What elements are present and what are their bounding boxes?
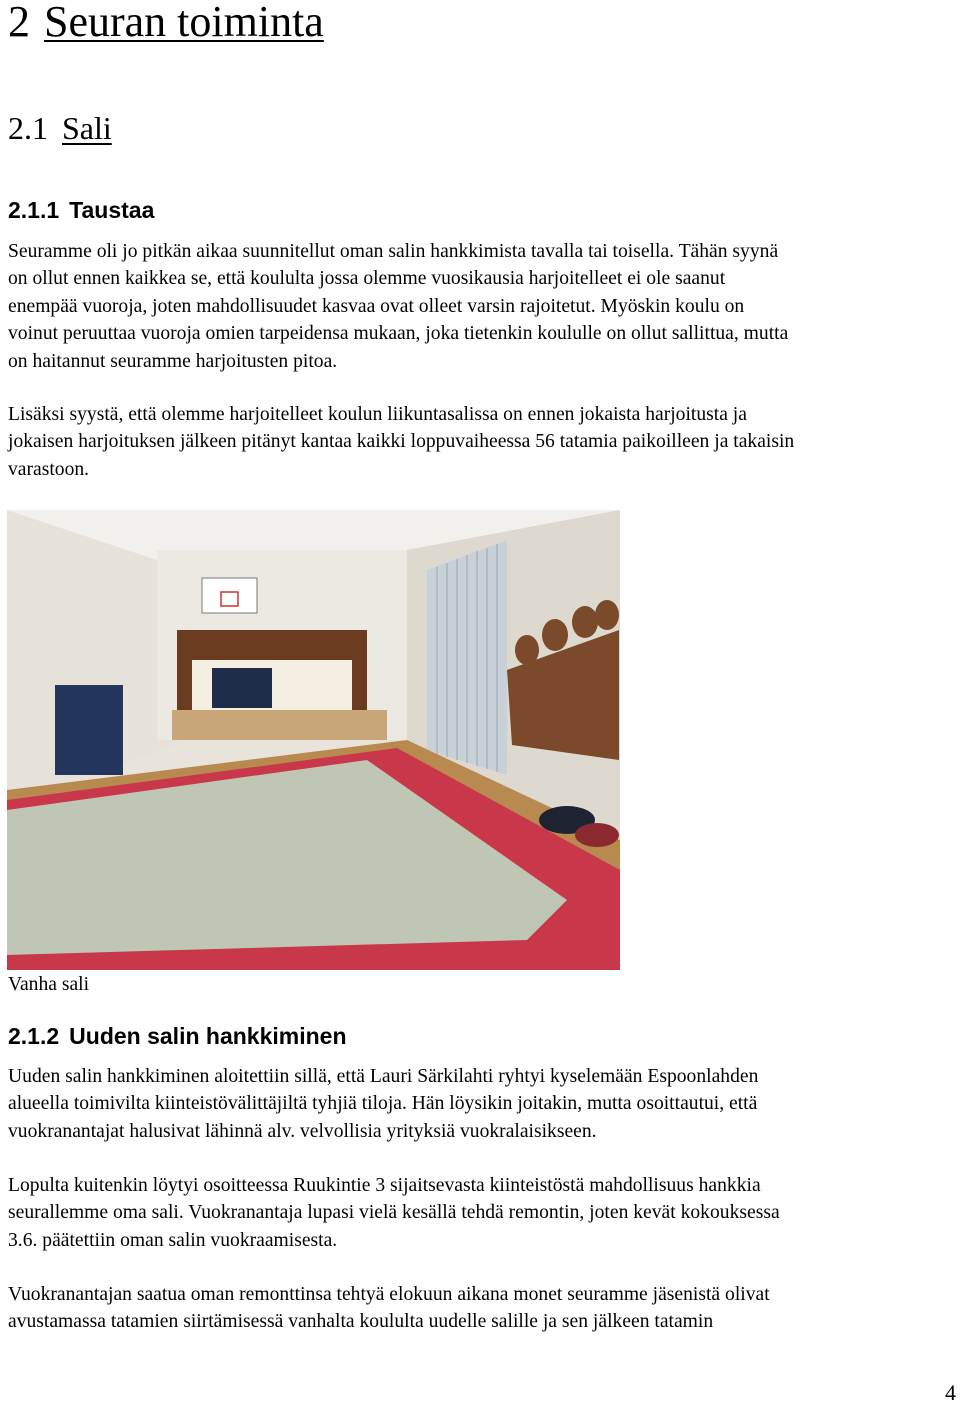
text-line: jokaisen harjoituksen jälkeen pitänyt kantaa kaikki loppuvaiheessa 56 tatamia paikoilleen ja takaisin (8, 431, 795, 453)
text-line: Vuokranantajan saatua oman remonttinsa tehtyä elokuun aikana monet seuramme jäsenistä olivat (8, 1284, 770, 1305)
text-line: Lopulta kuitenkin löytyi osoitteessa Ruukintie 3 sijaitsevasta kiinteistöstä mahdollisuus hankkia (8, 1175, 761, 1196)
text-line: enempää vuoroja, joten mahdollisuudet kasvaa ovat olleet varsin rajoitetut. Myöskin koulu on (8, 295, 745, 317)
gym-hall-illustration (7, 510, 620, 970)
subsection-heading-taustaa (8, 195, 154, 225)
paragraph (8, 1063, 960, 1145)
section-number: 2.1 (8, 110, 48, 146)
old-hall-photo (7, 510, 620, 970)
page-number: 4 (945, 1380, 956, 1405)
chapter-heading (8, 0, 324, 52)
paragraph (8, 238, 960, 375)
paragraph (8, 401, 960, 483)
subsection-heading-uuden-salin (8, 1021, 347, 1051)
text-line: Lisäksi syystä, että olemme harjoitelleet koulun liikuntasalissa on ennen jokaista harjoitusta ja (8, 404, 747, 425)
chapter-number: 2 (8, 0, 30, 46)
section-title: Sali (62, 110, 112, 146)
text-line: varastoon. (8, 458, 90, 480)
text-line: alueella toimivilta kiinteistövälittäjiltä tyhjiä tiloja. Hän löysikin joitakin, mutta osoittautui, että (8, 1093, 758, 1115)
text-line: on haitannut seuramme harjoitusten pitoa. (8, 350, 338, 372)
paragraph (8, 1172, 960, 1254)
section-heading (8, 106, 112, 150)
text-line: seurallemme oma sali. Vuokranantaja lupasi vielä kesällä tehdä remontin, joten kevät kokouksessa (8, 1202, 780, 1224)
text-line: Uuden salin hankkiminen aloitettiin sillä, että Lauri Särkilahti ryhtyi kyselemään Espoonlahden (8, 1066, 759, 1087)
subsection-number: 2.1.2 (8, 1023, 60, 1049)
subsection-number: 2.1.1 (8, 197, 60, 223)
figure-caption: Vanha sali (8, 974, 90, 995)
text-line: voinut peruuttaa vuoroja omien tarpeidensa mukaan, joka tietenkin koululle on ollut sallittua, mutta (8, 323, 789, 345)
text-line: Seuramme oli jo pitkän aikaa suunnitellut oman salin hankkimista tavalla tai toisella. Tähän syynä (8, 241, 779, 262)
subsection-title: Taustaa (69, 197, 155, 223)
text-line: vuokranantajat halusivat lähinnä alv. velvollisia yrityksiä vuokralaisikseen. (8, 1120, 597, 1142)
paragraph (8, 1281, 960, 1336)
chapter-title: Seuran toiminta (44, 0, 324, 46)
text-line: avustamassa tatamien siirtämisessä vanhalta koululta uudelle salille ja sen jälkeen tatamin (8, 1311, 714, 1333)
text-line: on ollut ennen kaikkea se, että koululta jossa olemme vuosikausia harjoitelleet ei ole saanut (8, 268, 726, 290)
text-line: 3.6. päätettiin oman salin vuokraamisesta. (8, 1229, 338, 1251)
subsection-title: Uuden salin hankkiminen (69, 1023, 347, 1049)
